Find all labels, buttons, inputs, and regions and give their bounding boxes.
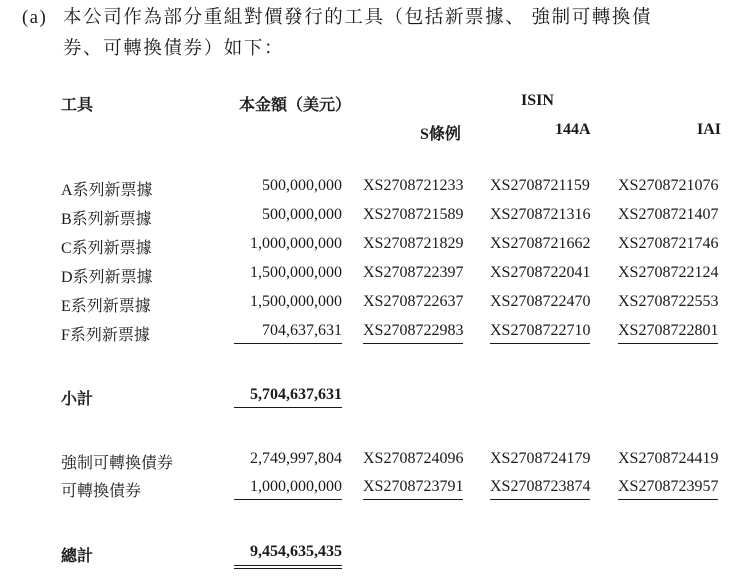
principal-amount: 1,500,000,000 bbox=[250, 264, 342, 281]
isin-iai: XS2708722553 bbox=[618, 293, 719, 310]
instrument-name: F系列新票據 bbox=[61, 327, 150, 344]
principal-amount: 704,637,631 bbox=[234, 322, 342, 344]
isin-144a: XS2708724179 bbox=[490, 450, 591, 467]
isin-144a: XS2708721662 bbox=[490, 235, 591, 252]
principal-amount: 1,000,000,000 bbox=[234, 478, 342, 500]
isin-iai: XS2708722801 bbox=[618, 322, 718, 344]
isin-reg-s: XS2708721233 bbox=[363, 177, 464, 194]
principal-amount: 500,000,000 bbox=[262, 177, 342, 194]
subtotal-amount: 5,704,637,631 bbox=[234, 386, 342, 408]
instrument-name: D系列新票據 bbox=[61, 269, 153, 286]
isin-iai: XS2708724419 bbox=[618, 450, 719, 467]
isin-144a: XS2708722470 bbox=[490, 293, 591, 310]
isin-reg-s: XS2708722397 bbox=[363, 264, 464, 281]
isin-reg-s: XS2708721589 bbox=[363, 206, 464, 223]
isin-144a: XS2708721159 bbox=[490, 177, 590, 194]
instrument-name: A系列新票據 bbox=[61, 182, 153, 199]
isin-144a: XS2708723874 bbox=[490, 478, 590, 500]
isin-iai: XS2708721746 bbox=[618, 235, 719, 252]
paragraph-line-1: 本公司作為部分重組對價發行的工具（包括新票據、 強制可轉換債 bbox=[63, 8, 653, 28]
isin-144a: XS2708721316 bbox=[490, 206, 591, 223]
isin-iai: XS2708721076 bbox=[618, 177, 719, 194]
total-amount: 9,454,635,435 bbox=[234, 543, 342, 569]
instrument-name: 強制可轉換債券 bbox=[61, 455, 174, 472]
isin-iai: XS2708721407 bbox=[618, 206, 719, 223]
principal-amount: 2,749,997,804 bbox=[250, 450, 342, 467]
header-principal: 本金額（美元） bbox=[239, 97, 352, 114]
header-reg-s: S條例 bbox=[420, 126, 461, 143]
total-label: 總計 bbox=[61, 548, 94, 565]
isin-reg-s: XS2708722983 bbox=[363, 322, 463, 344]
isin-reg-s: XS2708721829 bbox=[363, 235, 464, 252]
isin-reg-s: XS2708724096 bbox=[363, 450, 464, 467]
paragraph-line-2: 券、可轉換債券）如下： bbox=[63, 39, 285, 59]
principal-amount: 500,000,000 bbox=[262, 206, 342, 223]
instrument-name: E系列新票據 bbox=[61, 298, 151, 315]
header-iai: IAI bbox=[697, 121, 722, 138]
instrument-name: C系列新票據 bbox=[61, 240, 152, 257]
isin-iai: XS2708722124 bbox=[618, 264, 719, 281]
isin-144a: XS2708722710 bbox=[490, 322, 590, 344]
header-isin: ISIN bbox=[521, 92, 554, 109]
instrument-name: B系列新票據 bbox=[61, 211, 152, 228]
principal-amount: 1,500,000,000 bbox=[250, 293, 342, 310]
isin-reg-s: XS2708722637 bbox=[363, 293, 464, 310]
instrument-name: 可轉換債券 bbox=[61, 483, 142, 500]
header-instrument: 工具 bbox=[61, 97, 94, 114]
isin-reg-s: XS2708723791 bbox=[363, 478, 463, 500]
paragraph-label: (a) bbox=[22, 8, 48, 28]
header-144a: 144A bbox=[555, 121, 591, 138]
subtotal-label: 小計 bbox=[61, 391, 94, 408]
isin-iai: XS2708723957 bbox=[618, 478, 718, 500]
isin-144a: XS2708722041 bbox=[490, 264, 591, 281]
principal-amount: 1,000,000,000 bbox=[250, 235, 342, 252]
